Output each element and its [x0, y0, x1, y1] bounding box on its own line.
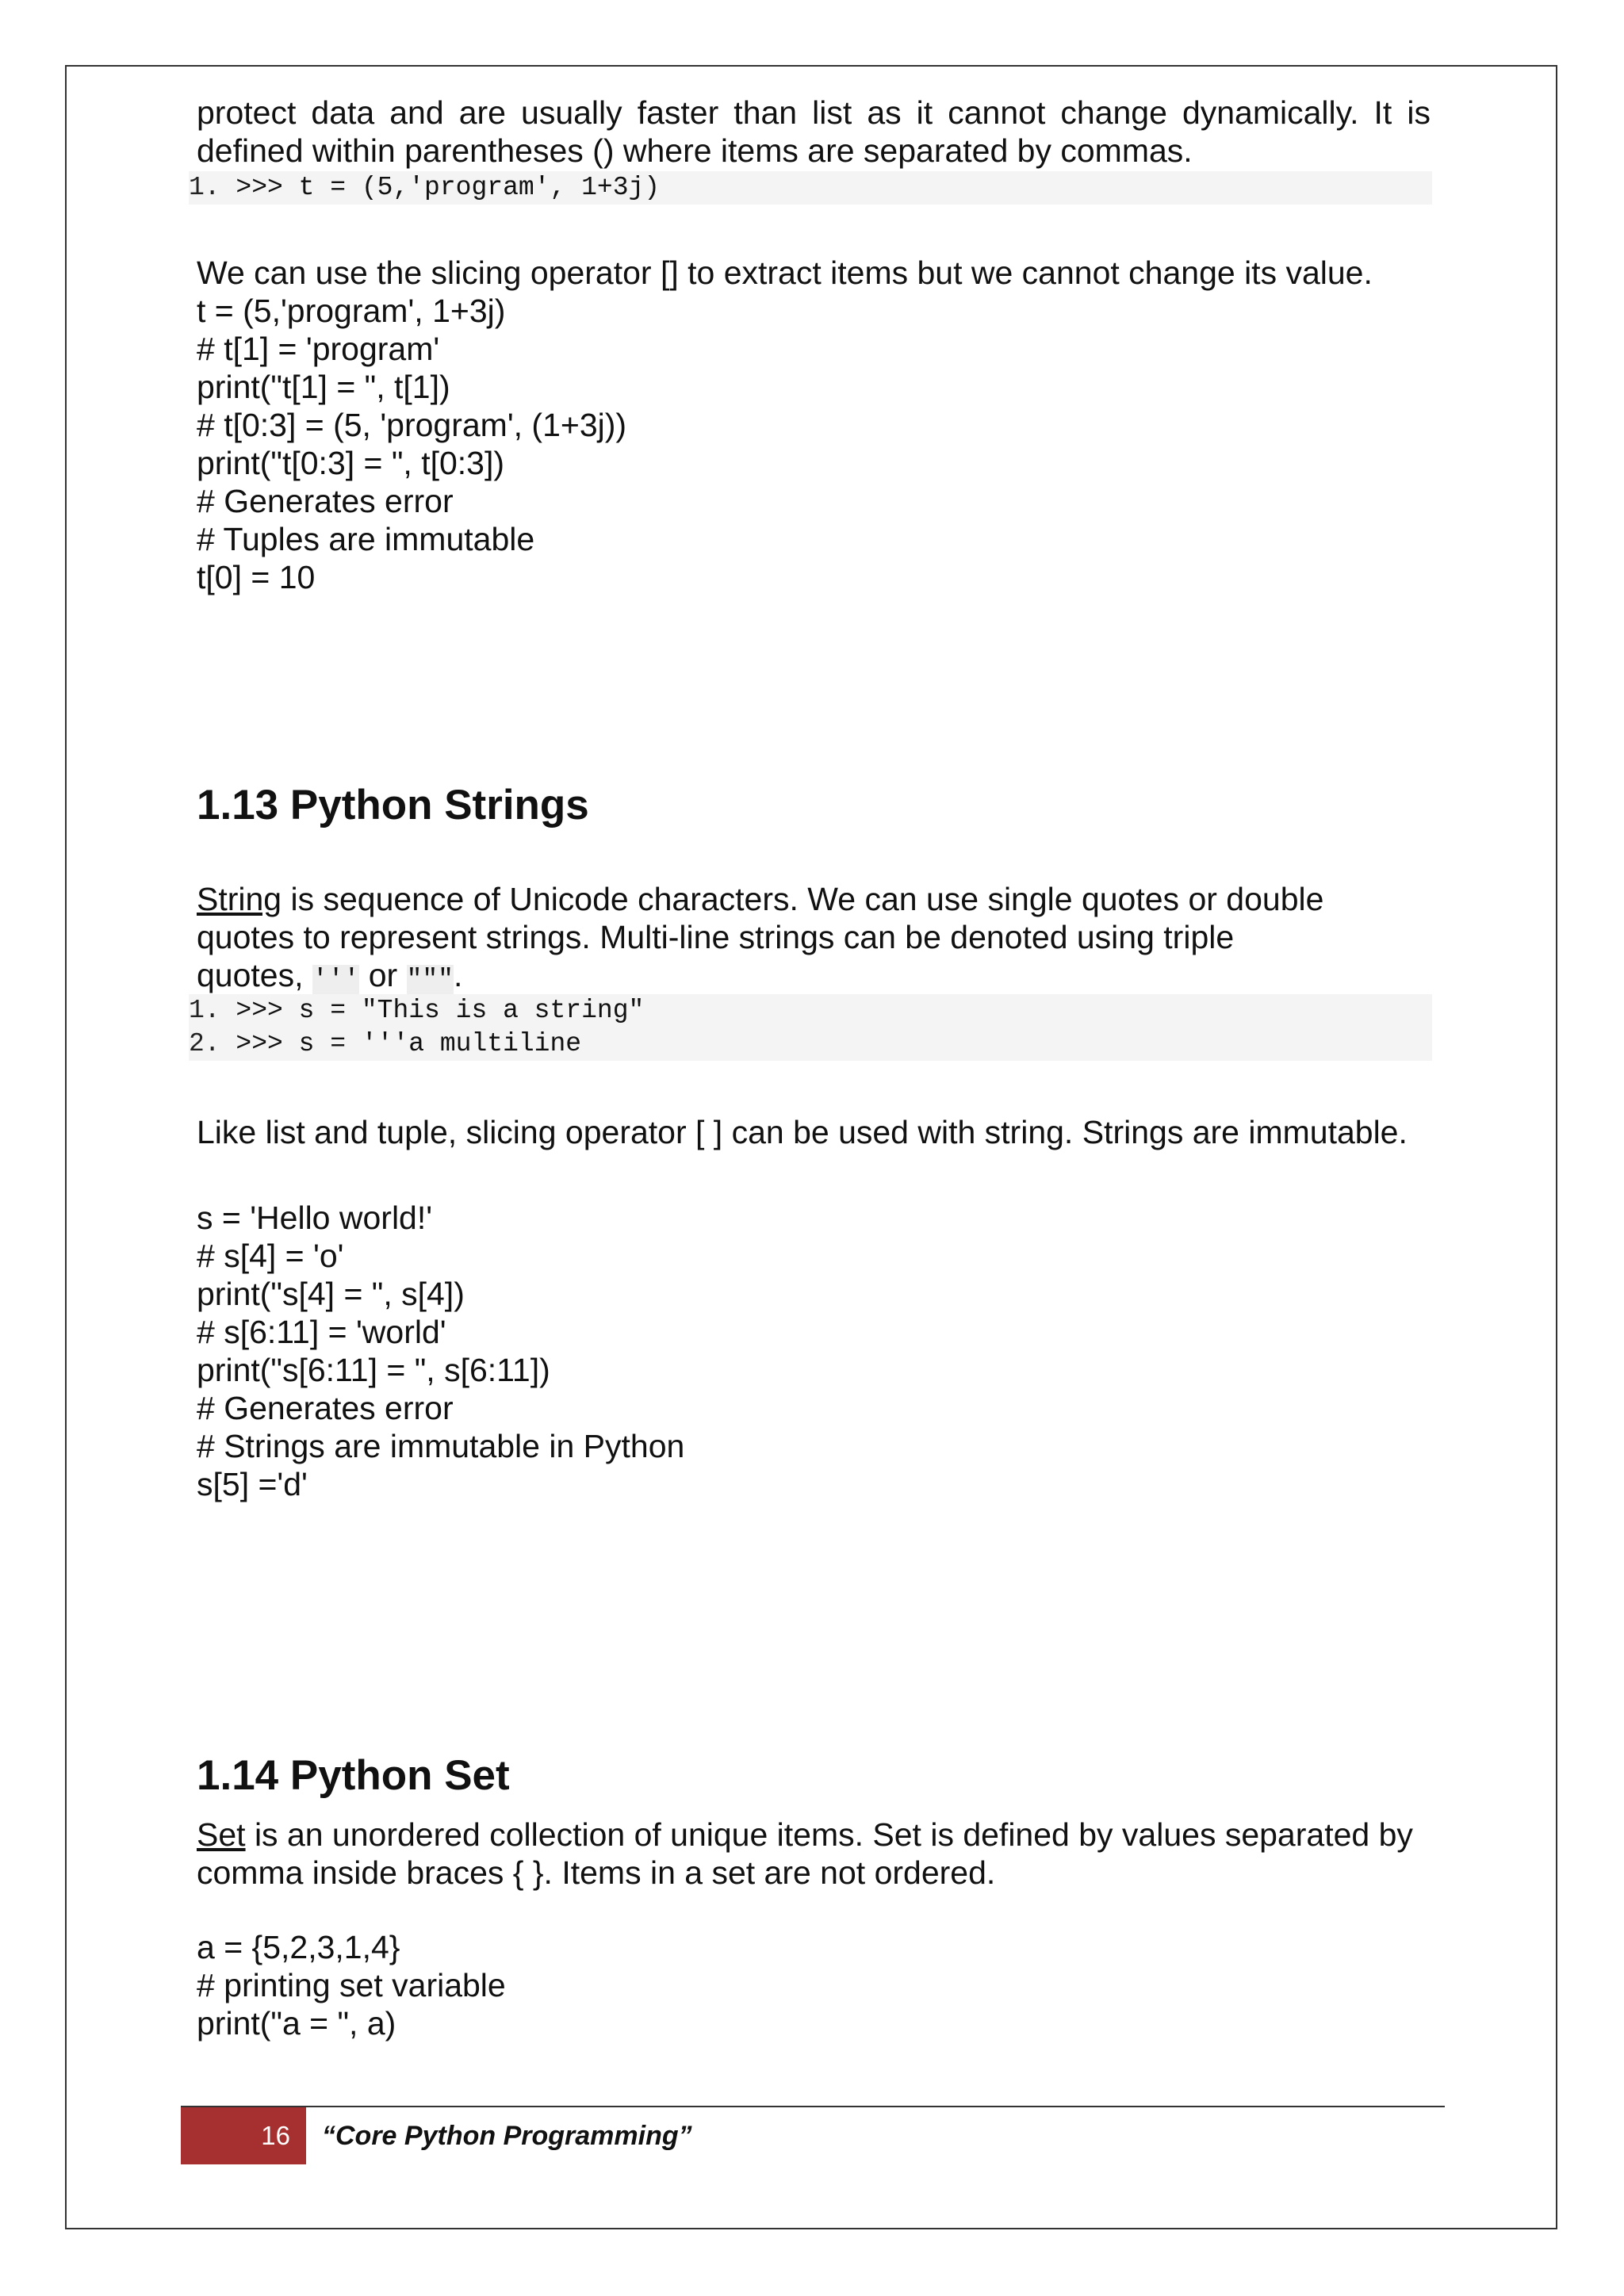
set-paragraph: [197, 1816, 1431, 1892]
strings-example: [197, 1199, 1431, 1503]
code-line: print("t[0:3] = ", t[0:3]): [197, 445, 505, 481]
code-line: print("a = ", a): [197, 2005, 396, 2042]
intro-line-2: defined within parentheses () where items are separated by commas.: [197, 132, 1193, 169]
code-text: >>> s = '''a multiline: [236, 1029, 582, 1058]
strings-heading-wrap: [197, 780, 1431, 831]
code-line: print("t[1] = ", t[1]): [197, 369, 450, 405]
code-line: # Strings are immutable in Python: [197, 1428, 685, 1464]
code-line: # Tuples are immutable: [197, 521, 535, 557]
code-line: [189, 1027, 1432, 1061]
set-term-link[interactable]: Set: [197, 1816, 246, 1853]
set-example: [197, 1928, 1431, 2042]
tuple-code-block: [189, 171, 1432, 205]
line-number: 2.: [189, 1029, 220, 1058]
code-text: >>> t = (5,'program', 1+3j): [236, 173, 661, 202]
code-line: a = {5,2,3,1,4}: [197, 1929, 400, 1965]
page-number: 16: [181, 2107, 306, 2164]
code-line: s = 'Hello world!': [197, 1200, 433, 1236]
code-text: >>> s = "This is a string": [236, 996, 645, 1025]
code-line: # s[6:11] = 'world': [197, 1314, 446, 1350]
set-heading-wrap: [197, 1751, 1431, 1801]
tuple-example: [197, 254, 1431, 596]
code-line: # Generates error: [197, 483, 454, 519]
code-line: [189, 994, 1432, 1027]
inline-code: ''': [312, 965, 360, 994]
code-line: print("s[4] = ", s[4]): [197, 1276, 465, 1312]
line-number: 1.: [189, 996, 220, 1025]
intro-line-1: protect data and are usually faster than list as it cannot change dynamically. It is: [197, 94, 1431, 131]
code-line: s[5] ='d': [197, 1466, 308, 1502]
set-para-line-2: comma inside braces { }. Items in a set are not ordered.: [197, 1854, 996, 1891]
strings-para-text: or: [359, 957, 407, 993]
set-para-text: is an unordered collection of unique items. Set is defined by values separated by: [245, 1816, 1413, 1853]
strings-para-line-2: quotes to represent strings. Multi-line strings can be denoted using triple: [197, 919, 1235, 955]
inline-code: """: [406, 965, 454, 994]
string-term-link[interactable]: String: [197, 881, 282, 917]
code-line: [189, 171, 1432, 205]
line-number: 1.: [189, 173, 220, 202]
strings-para-text: quotes,: [197, 957, 312, 993]
code-line: # s[4] = 'o': [197, 1238, 344, 1274]
book-title: “Core Python Programming”: [322, 2121, 692, 2151]
strings-para-text: .: [453, 957, 463, 993]
strings-slicing-text: Like list and tuple, slicing operator [ ] can be used with string. Strings are immutable.: [197, 1114, 1408, 1150]
strings-para-text: is sequence of Unicode characters. We can use single quotes or double: [282, 881, 1324, 917]
intro-paragraph: [197, 94, 1431, 170]
code-line: t = (5,'program', 1+3j): [197, 293, 506, 329]
code-line: t[0] = 10: [197, 559, 316, 595]
section-heading-set: 1.14 Python Set: [197, 1752, 510, 1799]
strings-code-block: [189, 994, 1432, 1061]
code-line: # printing set variable: [197, 1967, 506, 2003]
code-line: # t[1] = 'program': [197, 331, 440, 367]
code-line: print("s[6:11] = ", s[6:11]): [197, 1352, 550, 1388]
code-line: # Generates error: [197, 1390, 454, 1426]
strings-slicing-wrap: [197, 1113, 1431, 1151]
section-heading-strings: 1.13 Python Strings: [197, 782, 589, 828]
tuple-slicing-intro: We can use the slicing operator [] to extract items but we cannot change its value.: [197, 254, 1373, 291]
strings-paragraph: [197, 880, 1431, 999]
code-line: # t[0:3] = (5, 'program', (1+3j)): [197, 407, 627, 443]
